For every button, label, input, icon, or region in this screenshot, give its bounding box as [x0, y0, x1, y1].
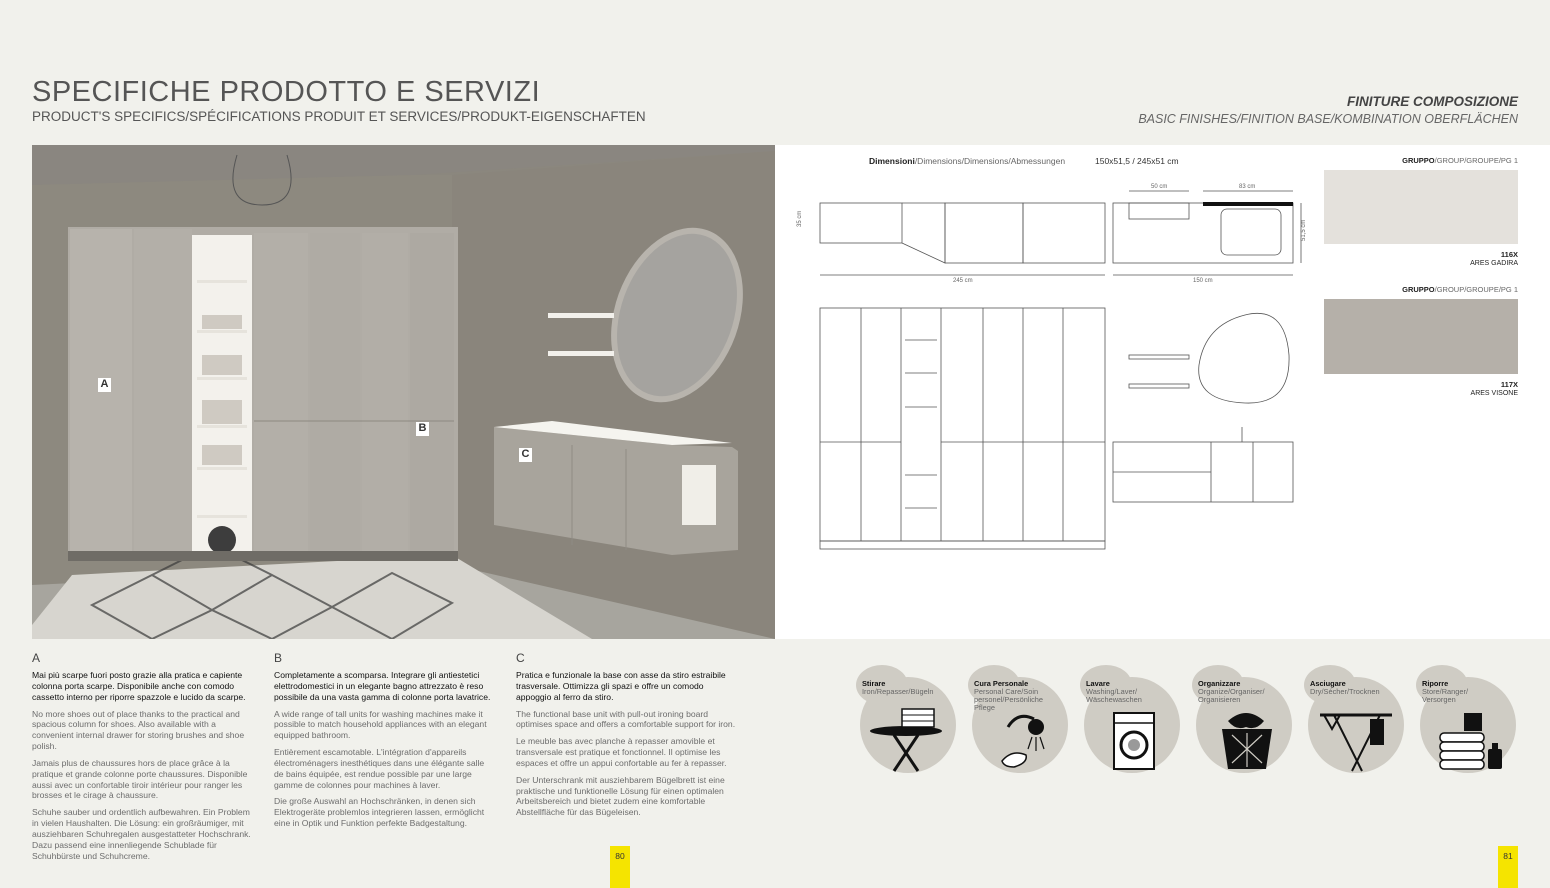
- dimensions-value: 150x51,5 / 245x51 cm: [1095, 156, 1179, 166]
- swatch-code-number-2: 117X: [1500, 380, 1518, 389]
- photo-marker-c: C: [519, 448, 532, 462]
- description-english: The functional base unit with pull-out ironing board optimises space and offers a comfortable support for iron.: [516, 708, 736, 730]
- swatch-ares-gadira[interactable]: [1324, 170, 1518, 244]
- description-italian: Mai più scarpe fuori posto grazie alla pratica e capiente colonna porta scarpe. Disponibile anche con comodo cassetto interno per riporre spazzole e lucido da scarpe.: [32, 670, 246, 702]
- service-store: [1416, 665, 1536, 777]
- photo-marker-b: B: [416, 422, 429, 436]
- description-a: [32, 651, 254, 867]
- drying-rack-icon: [1314, 705, 1398, 775]
- description-italian: Pratica e funzionale la base con asse da stiro estraibile trasversale. Ottimizza gli spazi e offre un comodo appoggio al ferro da stiro.: [516, 670, 726, 702]
- service-organize: [1192, 665, 1312, 777]
- description-french: Le meuble bas avec planche à repasser amovible et transversale est pratique et fonctionnel. Il optimise les espaces et offre un appui confortable au fer à repasser.: [516, 736, 727, 768]
- measure-83: 83 cm: [1239, 184, 1256, 190]
- description-letter: A: [32, 651, 41, 665]
- service-personal-care: [968, 665, 1088, 777]
- dimensions-label-translations: /Dimensions/Dimensions/Abmessungen: [914, 156, 1066, 166]
- swatch-code-name-1: ARES GADIRA: [1470, 260, 1518, 268]
- service-washing: [1080, 665, 1200, 777]
- swatch-code-name-2: ARES VISONE: [1470, 390, 1518, 398]
- laundry-basket-icon: [1202, 705, 1286, 775]
- service-title: Cura Personale: [974, 679, 1029, 688]
- service-subtitle: Store/Ranger/ Versorgen: [1422, 687, 1469, 705]
- service-title: Riporre: [1422, 679, 1449, 688]
- finishes-title: FINITURE COMPOSIZIONE: [1346, 94, 1518, 109]
- service-ironing: [856, 665, 976, 777]
- description-german: Schuhe sauber und ordentlich aufbewahren. Ein Problem in vielen Haushalten. Die Lösung: ein großräumiger, mit ausziehbaren Schuhregalen ausgestatteter Hochschrank. Dazu passend eine innenliegende Schublade für Schuhbürste und Schuhcreme.: [32, 807, 251, 861]
- description-french: Jamais plus de chaussures hors de place grâce à la pratique et grande colonne porte chaussures. Disponible aussi avec un confortable tiroir intérieur pour ranger les brosses et le cirage à chaussure.: [32, 757, 248, 801]
- washing-machine-icon: [1090, 705, 1174, 775]
- page-number-left: 80: [610, 846, 630, 888]
- service-title: Organizzare: [1198, 679, 1241, 688]
- page-number-right: 81: [1498, 846, 1518, 888]
- product-photo: [32, 145, 775, 639]
- description-italian: Completamente a scomparsa. Integrare gli antiestetici elettrodomestici in un elegante bagno attrezzato è reso possibile da una vasta gamma di colonne porta lavatrice.: [274, 670, 491, 702]
- dimensions-label: [869, 156, 1065, 166]
- photo-marker-a: A: [98, 378, 111, 392]
- page-title: SPECIFICHE PRODOTTO E SERVIZI: [32, 76, 541, 108]
- service-subtitle: Iron/Repasser/Bügeln: [862, 687, 934, 697]
- description-b: [274, 651, 496, 835]
- description-german: Die große Auswahl an Hochschränken, in denen sich Elektrogeräte problemlos integrieren lassen, ermöglicht eine in Optik und Funktion perfekte Badgestaltung.: [274, 796, 485, 829]
- service-title: Asciugare: [1310, 679, 1346, 688]
- service-title: Lavare: [1086, 679, 1110, 688]
- page-subtitle: PRODUCT'S SPECIFICS/SPÉCIFICATIONS PRODUIT ET SERVICES/PRODUKT-EIGENSCHAFTEN: [32, 109, 646, 124]
- finishes-header: [1138, 94, 1518, 126]
- shower-hands-icon: [978, 705, 1062, 775]
- swatch-group-label-2: [1402, 285, 1518, 294]
- swatch-group-main-1: GRUPPO: [1402, 156, 1435, 165]
- bathroom-render: [32, 145, 775, 639]
- description-letter: B: [274, 651, 283, 665]
- service-subtitle: Washing/Laver/ Wäschewaschen: [1086, 687, 1142, 705]
- description-letter: C: [516, 651, 525, 665]
- service-subtitle: Personal Care/Soin personel/Persönliche Pflege: [974, 687, 1044, 713]
- swatch-code-2: [1471, 380, 1518, 399]
- description-english: No more shoes out of place thanks to the practical and spacious column for shoes. Also available with a convenient internal drawer for storing brushes and shoe polish.: [32, 708, 245, 752]
- description-english: A wide range of tall units for washing machines make it possible to match household appliances with an elegant equipped bathroom.: [274, 708, 487, 741]
- stacked-towels-icon: [1426, 705, 1510, 775]
- service-subtitle: Organize/Organiser/ Organisieren: [1198, 687, 1265, 705]
- service-subtitle: Dry/Sécher/Trocknen: [1310, 687, 1380, 697]
- measure-150: 150 cm: [1193, 278, 1213, 284]
- description-french: Entièrement escamotable. L'intégration d'appareils électroménagers inesthétiques dans une élégante salle de bains équipée, est rendue possible par une large gamme de colonnes pour machines à laver.: [274, 747, 485, 790]
- description-c: [516, 651, 738, 824]
- swatch-code-number-1: 116X: [1500, 250, 1518, 259]
- swatch-code-1: [1470, 250, 1518, 269]
- dimensions-label-main: Dimensioni: [869, 156, 915, 166]
- service-title: Stirare: [862, 679, 886, 688]
- description-german: Der Unterschrank mit ausziehbarem Bügelbrett ist eine praktische und funktionelle Lösung für einen optimalen Arbeitsbereich und bietet zudem eine komfortable Abstellfläche für das Bügeleisen.: [516, 774, 725, 818]
- measure-50: 50 cm: [1151, 184, 1168, 190]
- swatch-group-translations-1: /GROUP/GROUPE/PG 1: [1434, 156, 1518, 165]
- technical-drawing-panel: [775, 145, 1550, 639]
- swatch-group-translations-2: /GROUP/GROUPE/PG 1: [1434, 285, 1518, 294]
- ironing-board-icon: [866, 705, 950, 775]
- swatch-group-label-1: [1402, 156, 1518, 165]
- measure-51-5: 51,5 cm: [1301, 219, 1307, 241]
- measure-245: 245 cm: [953, 278, 973, 284]
- finishes-subtitle: BASIC FINISHES/FINITION BASE/KOMBINATION OBERFLÄCHEN: [1138, 112, 1518, 126]
- measure-35: 35 cm: [797, 210, 803, 227]
- drawing-lines: [805, 175, 1345, 595]
- swatch-ares-visone[interactable]: [1324, 299, 1518, 374]
- swatch-group-main-2: GRUPPO: [1402, 285, 1435, 294]
- service-drying: [1304, 665, 1424, 777]
